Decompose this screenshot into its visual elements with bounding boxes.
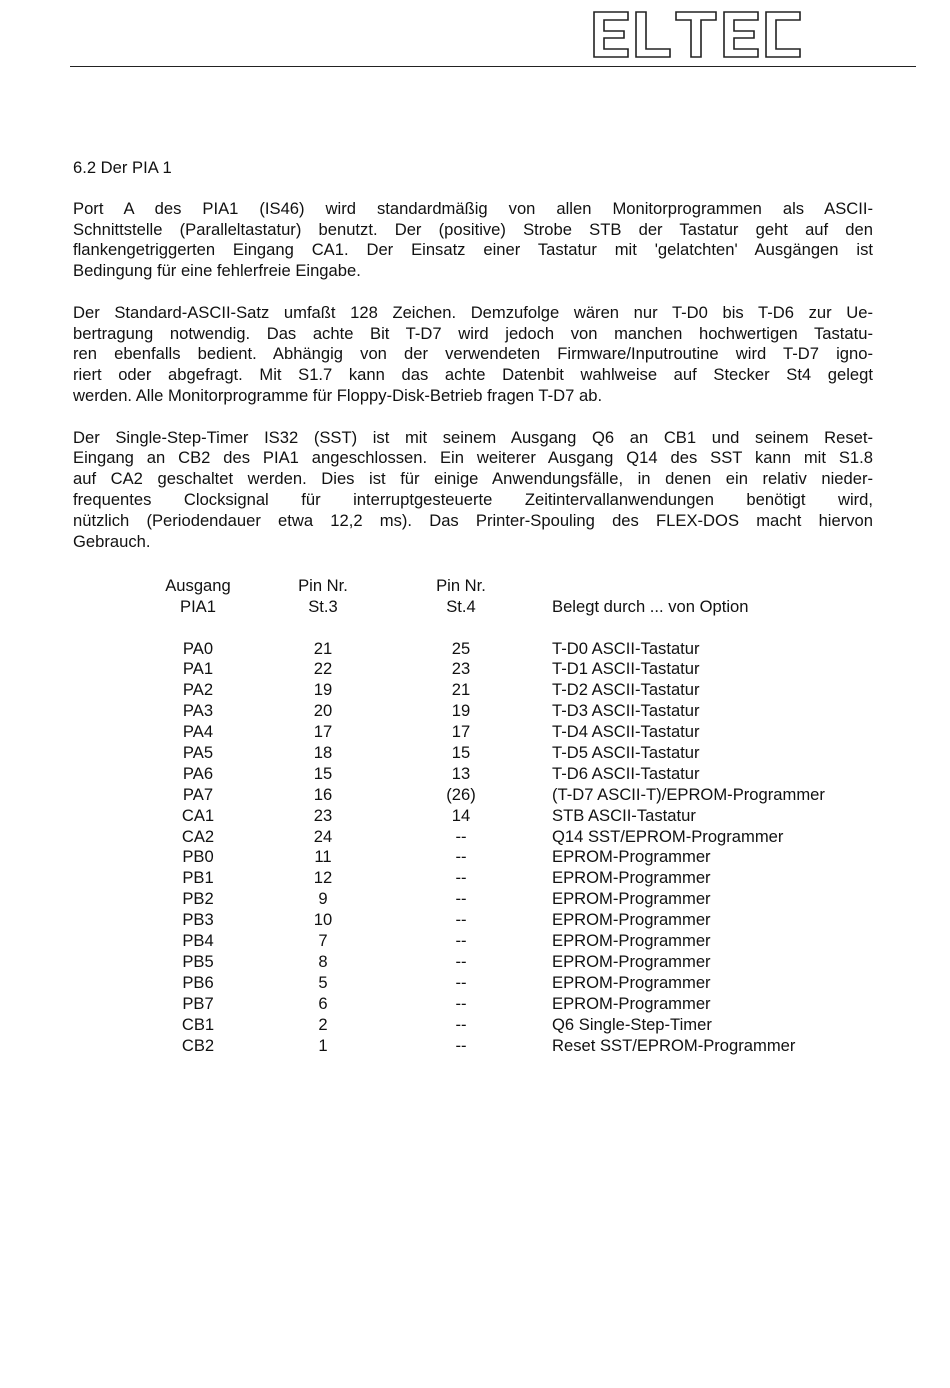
text-line: frequentes Clocksignal für interruptgesteuerte Zeitintervallanwendungen benötigt wird, <box>73 489 873 509</box>
cell-pin-st4: 13 <box>451 763 471 783</box>
cell-belegt-durch: EPROM-Programmer <box>552 868 711 888</box>
cell-ausgang: PB3 <box>182 910 214 930</box>
table-row <box>0 910 950 931</box>
table-row <box>0 847 950 868</box>
cell-pin-st4: 19 <box>451 701 471 721</box>
cell-pin-st3: 20 <box>313 701 333 721</box>
cell-belegt-durch: T-D0 ASCII-Tastatur <box>552 638 700 658</box>
cell-pin-st4: -- <box>455 972 467 992</box>
cell-belegt-durch: EPROM-Programmer <box>552 931 711 951</box>
cell-ausgang: CA2 <box>181 826 215 846</box>
table-row <box>0 1015 950 1036</box>
cell-pin-st3: 1 <box>318 1035 328 1055</box>
cell-pin-st4: (26) <box>446 784 476 804</box>
cell-pin-st3: 9 <box>318 889 328 909</box>
cell-belegt-durch: T-D4 ASCII-Tastatur <box>552 722 700 742</box>
table-row <box>0 764 950 785</box>
header-divider <box>70 66 916 67</box>
cell-pin-st3: 11 <box>314 847 332 867</box>
cell-pin-st4: -- <box>455 889 467 909</box>
cell-belegt-durch: (T-D7 ASCII-T)/EPROM-Programmer <box>552 784 825 804</box>
eltec-logo <box>592 8 802 60</box>
cell-pin-st4: -- <box>455 993 467 1013</box>
cell-belegt-durch: EPROM-Programmer <box>552 993 711 1013</box>
cell-ausgang: PA7 <box>182 784 214 804</box>
header-pin-st3: Pin Nr. <box>298 576 348 595</box>
cell-pin-st3: 16 <box>313 784 333 804</box>
cell-pin-st4: -- <box>455 931 467 951</box>
cell-belegt-durch: T-D5 ASCII-Tastatur <box>552 743 700 763</box>
cell-pin-st4: 23 <box>451 659 471 679</box>
cell-pin-st3: 22 <box>313 659 333 679</box>
table-header-row <box>0 576 950 597</box>
cell-pin-st4: 25 <box>451 638 471 658</box>
cell-pin-st3: 21 <box>313 638 333 658</box>
text-line: bertragung notwendig. Das achte Bit T-D7 wird jedoch von manchen hochwertigen Tastatu- <box>73 323 873 343</box>
table-body <box>0 639 950 1057</box>
cell-belegt-durch: EPROM-Programmer <box>552 951 711 971</box>
table-row <box>0 785 950 806</box>
header-belegt-durch: Belegt durch ... von Option <box>552 596 749 616</box>
cell-pin-st3: 6 <box>318 993 328 1013</box>
cell-belegt-durch: T-D6 ASCII-Tastatur <box>552 763 700 783</box>
cell-belegt-durch: T-D2 ASCII-Tastatur <box>552 680 700 700</box>
cell-pin-st4: 21 <box>451 680 471 700</box>
cell-ausgang: PA5 <box>182 743 214 763</box>
header-spacer <box>0 618 950 639</box>
text-line: flankengetriggerten Eingang CA1. Der Einsatz einer Tastatur mit 'gelatchten' Ausgängen ist <box>73 240 873 260</box>
cell-pin-st4: -- <box>455 868 467 888</box>
cell-ausgang: PB0 <box>182 847 214 867</box>
cell-ausgang: PB5 <box>182 951 214 971</box>
text-line: nützlich (Periodendauer etwa 12,2 ms). Das Printer-Spouling des FLEX-DOS macht hiervon <box>73 510 873 530</box>
cell-pin-st4: -- <box>455 951 467 971</box>
header-st3: St.3 <box>308 596 338 616</box>
text-line: Bedingung für eine fehlerfreie Eingabe. <box>73 261 361 281</box>
text-line: Gebrauch. <box>73 531 151 551</box>
cell-ausgang: PA1 <box>182 659 214 679</box>
text-line: ren ebenfalls bedient. Abhängig von der verwendeten Firmware/Inputroutine wird T-D7 igno- <box>73 344 873 364</box>
header-pia1: PIA1 <box>180 596 216 616</box>
table-row <box>0 1036 950 1057</box>
cell-belegt-durch: Q14 SST/EPROM-Programmer <box>552 826 784 846</box>
cell-ausgang: PA4 <box>182 722 214 742</box>
cell-ausgang: PA3 <box>182 701 214 721</box>
table-row <box>0 680 950 701</box>
cell-pin-st4: -- <box>455 1035 467 1055</box>
cell-pin-st3: 23 <box>313 805 333 825</box>
pin-assignment-table <box>0 576 950 1056</box>
text-line: auf CA2 geschaltet werden. Dies ist für einige Anwendungsfälle, in denen ein relativ nieder- <box>73 469 873 489</box>
table-row <box>0 868 950 889</box>
text-line: riert oder abgefragt. Mit S1.7 kann das achte Datenbit wahlweise auf Stecker St4 gelegt <box>73 365 873 385</box>
table-row <box>0 806 950 827</box>
cell-pin-st3: 5 <box>318 972 328 992</box>
cell-pin-st3: 18 <box>313 743 333 763</box>
cell-pin-st3: 17 <box>313 722 333 742</box>
cell-belegt-durch: T-D3 ASCII-Tastatur <box>552 701 700 721</box>
table-header-row <box>0 597 950 618</box>
cell-belegt-durch: T-D1 ASCII-Tastatur <box>552 659 700 679</box>
text-line: werden. Alle Monitorprogramme für Floppy-Disk-Betrieb fragen T-D7 ab. <box>73 385 603 405</box>
cell-pin-st4: -- <box>455 826 467 846</box>
cell-pin-st4: 15 <box>451 743 471 763</box>
section-heading: 6.2 Der PIA 1 <box>73 158 172 177</box>
document-body <box>73 158 873 573</box>
header-st4: St.4 <box>446 596 476 616</box>
header-pin-st4: Pin Nr. <box>436 576 486 595</box>
cell-ausgang: PB6 <box>182 972 214 992</box>
cell-belegt-durch: Q6 Single-Step-Timer <box>552 1014 712 1034</box>
cell-ausgang: PA2 <box>182 680 214 700</box>
cell-ausgang: CB2 <box>181 1035 215 1055</box>
cell-ausgang: PA6 <box>182 763 214 783</box>
cell-ausgang: PA0 <box>182 638 214 658</box>
text-line: Der Single-Step-Timer IS32 (SST) ist mit seinem Ausgang Q6 an CB1 und seinem Reset- <box>73 427 873 447</box>
paragraph-single-step-timer <box>73 428 873 553</box>
table-row <box>0 701 950 722</box>
paragraph-ascii-satz <box>73 303 873 407</box>
table-row <box>0 889 950 910</box>
cell-pin-st3: 15 <box>313 763 333 783</box>
cell-pin-st3: 8 <box>318 951 328 971</box>
cell-pin-st4: -- <box>455 1014 467 1034</box>
table-row <box>0 639 950 660</box>
text-line: Der Standard-ASCII-Satz umfaßt 128 Zeichen. Demzufolge wären nur T-D0 bis T-D6 zur Ue- <box>73 302 873 322</box>
table-row <box>0 973 950 994</box>
cell-ausgang: CB1 <box>181 1014 215 1034</box>
cell-belegt-durch: STB ASCII-Tastatur <box>552 805 696 825</box>
text-line: Schnittstelle (Paralleltastatur) benutzt. Der (positive) Strobe STB der Tastatur geht auf den <box>73 219 873 239</box>
header-ausgang: Ausgang <box>165 576 231 595</box>
text-line: Eingang an CB2 des PIA1 angeschlossen. Ein weiterer Ausgang Q14 des SST kann mit S1.8 <box>73 448 873 468</box>
cell-pin-st3: 19 <box>313 680 333 700</box>
cell-pin-st3: 12 <box>313 868 333 888</box>
cell-belegt-durch: EPROM-Programmer <box>552 972 711 992</box>
cell-belegt-durch: EPROM-Programmer <box>552 889 711 909</box>
cell-pin-st4: -- <box>455 847 467 867</box>
table-row <box>0 952 950 973</box>
cell-pin-st3: 7 <box>318 931 328 951</box>
table-row <box>0 722 950 743</box>
cell-pin-st4: -- <box>455 910 467 930</box>
table-row <box>0 743 950 764</box>
table-row <box>0 827 950 848</box>
cell-ausgang: PB4 <box>182 931 214 951</box>
cell-pin-st3: 24 <box>313 826 333 846</box>
cell-pin-st4: 14 <box>451 805 471 825</box>
cell-ausgang: PB1 <box>182 868 214 888</box>
text-line: Port A des PIA1 (IS46) wird standardmäßig von allen Monitorprogrammen als ASCII- <box>73 198 873 218</box>
cell-pin-st4: 17 <box>451 722 471 742</box>
cell-belegt-durch: EPROM-Programmer <box>552 910 711 930</box>
cell-belegt-durch: EPROM-Programmer <box>552 847 711 867</box>
cell-ausgang: PB2 <box>182 889 214 909</box>
cell-ausgang: PB7 <box>182 993 214 1013</box>
cell-belegt-durch: Reset SST/EPROM-Programmer <box>552 1035 796 1055</box>
cell-ausgang: CA1 <box>181 805 215 825</box>
table-row <box>0 659 950 680</box>
table-row <box>0 931 950 952</box>
paragraph-port-a <box>73 199 873 282</box>
cell-pin-st3: 2 <box>318 1014 328 1034</box>
table-row <box>0 994 950 1015</box>
cell-pin-st3: 10 <box>313 910 333 930</box>
